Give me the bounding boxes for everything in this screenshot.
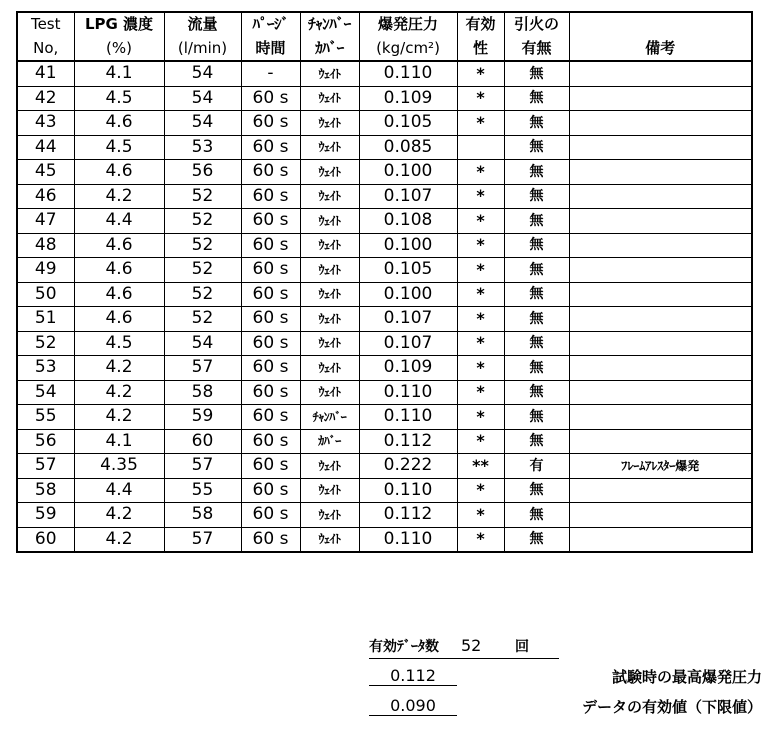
flow-rate-cell: 58 (164, 380, 241, 405)
flow-rate-cell: 57 (164, 454, 241, 479)
chamber-cover-cell: ｳｪｲﾄ (300, 331, 359, 356)
lpg-concentration-cell: 4.2 (74, 356, 164, 381)
flow-rate-cell: 56 (164, 160, 241, 185)
validity-mark-cell: * (457, 527, 504, 552)
lpg-concentration-cell: 4.2 (74, 184, 164, 209)
purge-time-cell: 60 s (241, 160, 300, 185)
ignition-cell: 無 (504, 111, 569, 136)
explosion-pressure-cell: 0.105 (359, 111, 457, 136)
lpg-concentration-cell: 4.5 (74, 331, 164, 356)
remarks-cell (569, 86, 752, 111)
test-no-cell: 58 (17, 478, 74, 503)
lpg-concentration-cell: 4.6 (74, 233, 164, 258)
header-ignition: 引火の (504, 12, 569, 37)
validity-mark-cell: * (457, 258, 504, 283)
validity-mark-cell: ** (457, 454, 504, 479)
chamber-cover-cell: ｳｪｲﾄ (300, 135, 359, 160)
chamber-cover-cell: ｳｪｲﾄ (300, 233, 359, 258)
min-valid-value: 0.090 (369, 696, 457, 716)
flow-rate-cell: 57 (164, 527, 241, 552)
remarks-cell (569, 61, 752, 86)
flow-rate-cell: 60 (164, 429, 241, 454)
table-row (17, 111, 752, 136)
purge-time-cell: 60 s (241, 111, 300, 136)
lpg-concentration-cell: 4.1 (74, 429, 164, 454)
flow-rate-cell: 58 (164, 503, 241, 528)
lpg-concentration-cell: 4.4 (74, 209, 164, 234)
table-row (17, 86, 752, 111)
ignition-cell: 無 (504, 356, 569, 381)
header-validity: 有効 (457, 12, 504, 37)
explosion-pressure-cell: 0.222 (359, 454, 457, 479)
purge-time-cell: 60 s (241, 233, 300, 258)
explosion-pressure-cell: 0.107 (359, 184, 457, 209)
explosion-pressure-cell: 0.100 (359, 160, 457, 185)
explosion-pressure-cell: 0.112 (359, 429, 457, 454)
chamber-cover-cell: ｳｪｲﾄ (300, 209, 359, 234)
max-pressure-label: 試験時の最高爆発圧力 (611, 668, 762, 686)
explosion-pressure-cell: 0.105 (359, 258, 457, 283)
remarks-cell (569, 380, 752, 405)
remarks-cell (569, 258, 752, 283)
ignition-cell: 無 (504, 209, 569, 234)
lpg-concentration-cell: 4.6 (74, 160, 164, 185)
test-no-cell: 46 (17, 184, 74, 209)
header-sex: 性 (457, 37, 504, 62)
purge-time-cell: - (241, 61, 300, 86)
header-remarks: 備考 (569, 37, 752, 62)
purge-time-cell: 60 s (241, 478, 300, 503)
remarks-cell (569, 405, 752, 430)
purge-time-cell: 60 s (241, 429, 300, 454)
test-no-cell: 60 (17, 527, 74, 552)
lpg-concentration-cell: 4.6 (74, 307, 164, 332)
validity-mark-cell: * (457, 282, 504, 307)
ignition-cell: 無 (504, 61, 569, 86)
chamber-cover-cell: ｳｪｲﾄ (300, 160, 359, 185)
validity-mark-cell: * (457, 86, 504, 111)
header-flow-unit: (l/min) (164, 37, 241, 62)
purge-time-cell: 60 s (241, 405, 300, 430)
test-no-cell: 43 (17, 111, 74, 136)
remarks-cell (569, 209, 752, 234)
test-no-cell: 51 (17, 307, 74, 332)
purge-time-cell: 60 s (241, 527, 300, 552)
remarks-cell (569, 135, 752, 160)
validity-mark-cell: * (457, 307, 504, 332)
test-no-cell: 59 (17, 503, 74, 528)
max-pressure-value: 0.112 (369, 666, 457, 686)
min-valid-label: データの有効値（下限値） (581, 698, 762, 716)
table-row (17, 454, 752, 479)
test-no-cell: 52 (17, 331, 74, 356)
lpg-concentration-cell: 4.4 (74, 478, 164, 503)
chamber-cover-cell: ｳｪｲﾄ (300, 478, 359, 503)
ignition-cell: 無 (504, 160, 569, 185)
header-presence: 有無 (504, 37, 569, 62)
validity-mark-cell (457, 135, 504, 160)
purge-time-cell: 60 s (241, 282, 300, 307)
lpg-concentration-cell: 4.2 (74, 405, 164, 430)
chamber-cover-cell: ｳｪｲﾄ (300, 307, 359, 332)
explosion-pressure-cell: 0.110 (359, 405, 457, 430)
header-no: No, (17, 37, 74, 62)
purge-time-cell: 60 s (241, 307, 300, 332)
chamber-cover-cell: ﾁｬﾝﾊﾞｰ (300, 405, 359, 430)
chamber-cover-cell: ｳｪｲﾄ (300, 356, 359, 381)
ignition-cell: 無 (504, 184, 569, 209)
purge-time-cell: 60 s (241, 135, 300, 160)
table-row (17, 380, 752, 405)
explosion-pressure-cell: 0.107 (359, 331, 457, 356)
test-no-cell: 42 (17, 86, 74, 111)
table-row (17, 233, 752, 258)
remarks-cell (569, 160, 752, 185)
test-no-cell: 48 (17, 233, 74, 258)
flow-rate-cell: 52 (164, 307, 241, 332)
remarks-cell (569, 356, 752, 381)
flow-rate-cell: 54 (164, 86, 241, 111)
valid-count-unit: 回 (515, 639, 529, 655)
flow-rate-cell: 59 (164, 405, 241, 430)
table-row (17, 405, 752, 430)
test-no-cell: 44 (17, 135, 74, 160)
ignition-cell: 無 (504, 233, 569, 258)
chamber-cover-cell: ｳｪｲﾄ (300, 454, 359, 479)
remarks-cell (569, 307, 752, 332)
header-row-2 (17, 37, 752, 62)
purge-time-cell: 60 s (241, 380, 300, 405)
table-row (17, 209, 752, 234)
explosion-pressure-cell: 0.109 (359, 356, 457, 381)
lpg-concentration-cell: 4.35 (74, 454, 164, 479)
test-no-cell: 57 (17, 454, 74, 479)
remarks-cell (569, 478, 752, 503)
remarks-cell (569, 503, 752, 528)
remarks-cell (569, 527, 752, 552)
validity-mark-cell: * (457, 380, 504, 405)
chamber-cover-cell: ｳｪｲﾄ (300, 61, 359, 86)
ignition-cell: 無 (504, 380, 569, 405)
remarks-cell: ﾌﾚｰﾑｱﾚｽﾀｰ爆発 (569, 454, 752, 479)
ignition-cell: 有 (504, 454, 569, 479)
remarks-cell (569, 282, 752, 307)
validity-mark-cell: * (457, 503, 504, 528)
test-no-cell: 55 (17, 405, 74, 430)
explosion-pressure-cell: 0.100 (359, 282, 457, 307)
test-no-cell: 54 (17, 380, 74, 405)
table-row (17, 135, 752, 160)
chamber-cover-cell: ｳｪｲﾄ (300, 503, 359, 528)
flow-rate-cell: 55 (164, 478, 241, 503)
validity-mark-cell: * (457, 184, 504, 209)
test-results-table (16, 11, 753, 553)
validity-mark-cell: * (457, 209, 504, 234)
explosion-pressure-cell: 0.108 (359, 209, 457, 234)
chamber-cover-cell: ｳｪｲﾄ (300, 111, 359, 136)
table-row (17, 356, 752, 381)
flow-rate-cell: 52 (164, 209, 241, 234)
remarks-cell (569, 184, 752, 209)
purge-time-cell: 60 s (241, 503, 300, 528)
remarks-cell (569, 233, 752, 258)
flow-rate-cell: 54 (164, 331, 241, 356)
lpg-concentration-cell: 4.6 (74, 258, 164, 283)
lpg-concentration-cell: 4.2 (74, 527, 164, 552)
ignition-cell: 無 (504, 527, 569, 552)
validity-mark-cell: * (457, 233, 504, 258)
validity-mark-cell: * (457, 331, 504, 356)
remarks-cell (569, 111, 752, 136)
test-no-cell: 41 (17, 61, 74, 86)
flow-rate-cell: 52 (164, 233, 241, 258)
table-row (17, 429, 752, 454)
ignition-cell: 無 (504, 331, 569, 356)
table-row (17, 478, 752, 503)
purge-time-cell: 60 s (241, 209, 300, 234)
flow-rate-cell: 54 (164, 61, 241, 86)
table-row (17, 258, 752, 283)
chamber-cover-cell: ｳｪｲﾄ (300, 86, 359, 111)
ignition-cell: 無 (504, 405, 569, 430)
test-no-cell: 49 (17, 258, 74, 283)
ignition-cell: 無 (504, 258, 569, 283)
ignition-cell: 無 (504, 478, 569, 503)
header-percent: (%) (74, 37, 164, 62)
chamber-cover-cell: ｳｪｲﾄ (300, 527, 359, 552)
header-test: Test (17, 12, 74, 37)
chamber-cover-cell: ｶﾊﾞｰ (300, 429, 359, 454)
validity-mark-cell: * (457, 429, 504, 454)
explosion-pressure-cell: 0.110 (359, 478, 457, 503)
ignition-cell: 無 (504, 429, 569, 454)
chamber-cover-cell: ｳｪｲﾄ (300, 184, 359, 209)
ignition-cell: 無 (504, 282, 569, 307)
purge-time-cell: 60 s (241, 86, 300, 111)
table-row (17, 527, 752, 552)
header-blank (569, 12, 752, 37)
lpg-concentration-cell: 4.6 (74, 111, 164, 136)
header-flow: 流量 (164, 12, 241, 37)
explosion-pressure-cell: 0.112 (359, 503, 457, 528)
flow-rate-cell: 52 (164, 184, 241, 209)
explosion-pressure-cell: 0.110 (359, 527, 457, 552)
lpg-concentration-cell: 4.6 (74, 282, 164, 307)
table-row (17, 503, 752, 528)
test-no-cell: 47 (17, 209, 74, 234)
explosion-pressure-cell: 0.109 (359, 86, 457, 111)
header-row-1 (17, 12, 752, 37)
lpg-concentration-cell: 4.5 (74, 135, 164, 160)
flow-rate-cell: 57 (164, 356, 241, 381)
header-pressure: 爆発圧力 (359, 12, 457, 37)
test-no-cell: 53 (17, 356, 74, 381)
summary-block (369, 636, 764, 736)
validity-mark-cell: * (457, 111, 504, 136)
table-row (17, 307, 752, 332)
flow-rate-cell: 52 (164, 282, 241, 307)
table-row (17, 184, 752, 209)
valid-count-value: 52 (461, 636, 482, 655)
explosion-pressure-cell: 0.110 (359, 61, 457, 86)
purge-time-cell: 60 s (241, 331, 300, 356)
table-row (17, 61, 752, 86)
lpg-concentration-cell: 4.2 (74, 380, 164, 405)
lpg-concentration-cell: 4.2 (74, 503, 164, 528)
ignition-cell: 無 (504, 503, 569, 528)
ignition-cell: 無 (504, 307, 569, 332)
header-lpg: LPG 濃度 (74, 12, 164, 37)
explosion-pressure-cell: 0.110 (359, 380, 457, 405)
test-no-cell: 50 (17, 282, 74, 307)
validity-mark-cell: * (457, 405, 504, 430)
remarks-cell (569, 331, 752, 356)
flow-rate-cell: 52 (164, 258, 241, 283)
test-no-cell: 45 (17, 160, 74, 185)
lpg-concentration-cell: 4.5 (74, 86, 164, 111)
chamber-cover-cell: ｳｪｲﾄ (300, 380, 359, 405)
chamber-cover-cell: ｳｪｲﾄ (300, 258, 359, 283)
purge-time-cell: 60 s (241, 184, 300, 209)
purge-time-cell: 60 s (241, 356, 300, 381)
table-row (17, 331, 752, 356)
purge-time-cell: 60 s (241, 454, 300, 479)
header-chamber: ﾁｬﾝﾊﾞｰ (300, 12, 359, 37)
explosion-pressure-cell: 0.107 (359, 307, 457, 332)
validity-mark-cell: * (457, 356, 504, 381)
test-no-cell: 56 (17, 429, 74, 454)
flow-rate-cell: 53 (164, 135, 241, 160)
header-pressure-unit: (kg/cm²) (359, 37, 457, 62)
ignition-cell: 無 (504, 86, 569, 111)
header-time: 時間 (241, 37, 300, 62)
validity-mark-cell: * (457, 478, 504, 503)
remarks-cell (569, 429, 752, 454)
validity-mark-cell: * (457, 61, 504, 86)
purge-time-cell: 60 s (241, 258, 300, 283)
chamber-cover-cell: ｳｪｲﾄ (300, 282, 359, 307)
table-row (17, 282, 752, 307)
header-cover: ｶﾊﾞｰ (300, 37, 359, 62)
flow-rate-cell: 54 (164, 111, 241, 136)
validity-mark-cell: * (457, 160, 504, 185)
header-purge: ﾊﾟｰｼﾞ (241, 12, 300, 37)
ignition-cell: 無 (504, 135, 569, 160)
explosion-pressure-cell: 0.100 (359, 233, 457, 258)
table-row (17, 160, 752, 185)
lpg-concentration-cell: 4.1 (74, 61, 164, 86)
explosion-pressure-cell: 0.085 (359, 135, 457, 160)
valid-count-label: 有効ﾃﾞｰﾀ数 (369, 639, 439, 655)
valid-count-row (369, 636, 559, 659)
